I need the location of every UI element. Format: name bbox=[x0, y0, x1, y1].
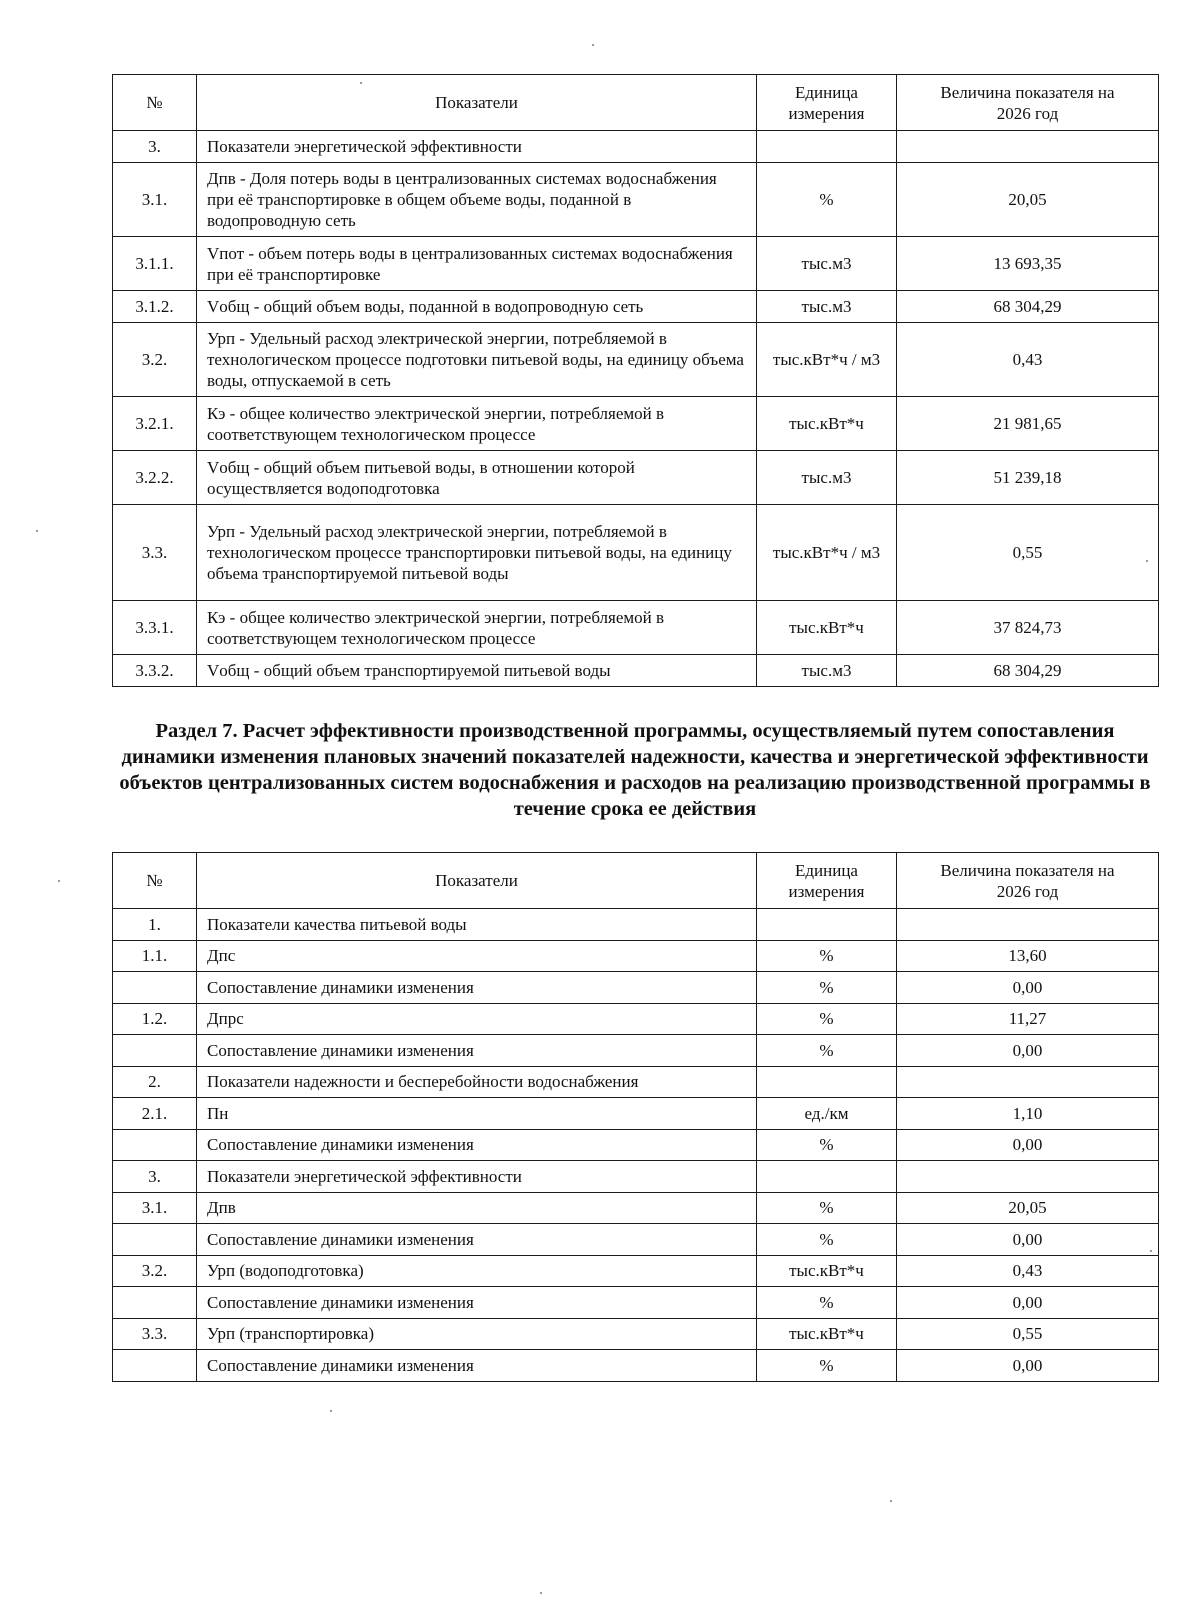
row-indicator: Кэ - общее количество электрической энергии, потребляемой в соответствующем технологическом процессе bbox=[197, 397, 757, 451]
table-row bbox=[113, 1350, 1159, 1382]
scan-speck bbox=[58, 880, 60, 882]
row-unit bbox=[757, 1161, 897, 1193]
row-unit: тыс.м3 bbox=[757, 237, 897, 291]
row-num bbox=[113, 1350, 197, 1382]
header-value: Величина показателя на 2026 год bbox=[897, 853, 1159, 909]
table-row bbox=[113, 1192, 1159, 1224]
row-value: 0,43 bbox=[897, 323, 1159, 397]
row-unit: тыс.м3 bbox=[757, 655, 897, 687]
row-indicator: Дпрс bbox=[197, 1003, 757, 1035]
row-indicator: Vобщ - общий объем транспортируемой питьевой воды bbox=[197, 655, 757, 687]
row-indicator: Урп (водоподготовка) bbox=[197, 1255, 757, 1287]
row-num: 3.1.2. bbox=[113, 291, 197, 323]
row-value: 51 239,18 bbox=[897, 451, 1159, 505]
header-indicator: Показатели bbox=[197, 75, 757, 131]
row-indicator: Урп (транспортировка) bbox=[197, 1318, 757, 1350]
row-value: 13,60 bbox=[897, 940, 1159, 972]
row-unit: % bbox=[757, 163, 897, 237]
row-unit: % bbox=[757, 1192, 897, 1224]
row-value: 11,27 bbox=[897, 1003, 1159, 1035]
row-unit: % bbox=[757, 1287, 897, 1319]
scan-speck bbox=[360, 82, 362, 84]
row-value bbox=[897, 1066, 1159, 1098]
row-indicator: Кэ - общее количество электрической энергии, потребляемой в соответствующем технологическом процессе bbox=[197, 601, 757, 655]
row-value: 68 304,29 bbox=[897, 655, 1159, 687]
row-indicator: Показатели качества питьевой воды bbox=[197, 909, 757, 941]
row-indicator: Дпв - Доля потерь воды в централизованных системах водоснабжения при её транспортировке в общем объеме воды, поданной в водопроводную сеть bbox=[197, 163, 757, 237]
row-value: 0,55 bbox=[897, 505, 1159, 601]
row-num: 3.3.2. bbox=[113, 655, 197, 687]
row-value bbox=[897, 909, 1159, 941]
row-num: 3.2. bbox=[113, 323, 197, 397]
row-value: 0,00 bbox=[897, 1129, 1159, 1161]
row-num: 2.1. bbox=[113, 1098, 197, 1130]
row-unit: % bbox=[757, 1003, 897, 1035]
row-num: 3.2.2. bbox=[113, 451, 197, 505]
row-value: 0,00 bbox=[897, 972, 1159, 1004]
row-value: 68 304,29 bbox=[897, 291, 1159, 323]
table-row bbox=[113, 163, 1159, 237]
row-indicator: Сопоставление динамики изменения bbox=[197, 1129, 757, 1161]
header-indicator: Показатели bbox=[197, 853, 757, 909]
row-num: 3.1. bbox=[113, 1192, 197, 1224]
row-indicator: Дпв bbox=[197, 1192, 757, 1224]
row-indicator: Vобщ - общий объем питьевой воды, в отношении которой осуществляется водоподготовка bbox=[197, 451, 757, 505]
table-row bbox=[113, 909, 1159, 941]
row-indicator: Урп - Удельный расход электрической энергии, потребляемой в технологическом процессе подготовки питьевой воды, на единицу объема воды, отпускаемой в сеть bbox=[197, 323, 757, 397]
row-indicator: Vобщ - общий объем воды, поданной в водопроводную сеть bbox=[197, 291, 757, 323]
table-row bbox=[113, 1066, 1159, 1098]
row-indicator: Сопоставление динамики изменения bbox=[197, 972, 757, 1004]
header-value: Величина показателя на 2026 год bbox=[897, 75, 1159, 131]
row-unit: тыс.кВт*ч bbox=[757, 397, 897, 451]
row-num: 3.2.1. bbox=[113, 397, 197, 451]
table-row bbox=[113, 237, 1159, 291]
table-row bbox=[113, 1161, 1159, 1193]
row-indicator: Сопоставление динамики изменения bbox=[197, 1035, 757, 1067]
row-unit: % bbox=[757, 1350, 897, 1382]
row-unit: % bbox=[757, 1129, 897, 1161]
row-value: 0,00 bbox=[897, 1350, 1159, 1382]
scan-speck bbox=[540, 1592, 542, 1594]
table-row bbox=[113, 323, 1159, 397]
table-row bbox=[113, 1318, 1159, 1350]
row-value: 1,10 bbox=[897, 1098, 1159, 1130]
header-num: № bbox=[113, 75, 197, 131]
row-indicator: Урп - Удельный расход электрической энергии, потребляемой в технологическом процессе транспортировки питьевой воды, на единицу объема транспортируемой питьевой воды bbox=[197, 505, 757, 601]
row-unit: % bbox=[757, 1224, 897, 1256]
table-row bbox=[113, 397, 1159, 451]
row-indicator: Показатели энергетической эффективности bbox=[197, 1161, 757, 1193]
scan-speck bbox=[36, 530, 38, 532]
row-num: 1. bbox=[113, 909, 197, 941]
row-num: 1.2. bbox=[113, 1003, 197, 1035]
row-value: 0,00 bbox=[897, 1035, 1159, 1067]
row-num: 1.1. bbox=[113, 940, 197, 972]
header-unit: Единица измерения bbox=[757, 75, 897, 131]
table-row bbox=[113, 601, 1159, 655]
scan-speck bbox=[592, 44, 594, 46]
header-num: № bbox=[113, 853, 197, 909]
scan-speck bbox=[330, 1410, 332, 1412]
row-num bbox=[113, 972, 197, 1004]
row-indicator: Сопоставление динамики изменения bbox=[197, 1224, 757, 1256]
table-row bbox=[113, 1035, 1159, 1067]
row-indicator: Сопоставление динамики изменения bbox=[197, 1350, 757, 1382]
row-unit: % bbox=[757, 972, 897, 1004]
row-num: 2. bbox=[113, 1066, 197, 1098]
row-unit: тыс.м3 bbox=[757, 291, 897, 323]
row-num: 3.3.1. bbox=[113, 601, 197, 655]
table-row bbox=[113, 940, 1159, 972]
row-num bbox=[113, 1129, 197, 1161]
table-header-row bbox=[113, 75, 1159, 131]
row-unit: тыс.кВт*ч bbox=[757, 1318, 897, 1350]
row-num: 3.2. bbox=[113, 1255, 197, 1287]
row-value: 0,00 bbox=[897, 1287, 1159, 1319]
row-value bbox=[897, 1161, 1159, 1193]
table-row bbox=[113, 451, 1159, 505]
row-num: 3.1.1. bbox=[113, 237, 197, 291]
table-header-row bbox=[113, 853, 1159, 909]
row-value: 20,05 bbox=[897, 163, 1159, 237]
scan-speck bbox=[890, 1500, 892, 1502]
table-row bbox=[113, 131, 1159, 163]
table-row bbox=[113, 1098, 1159, 1130]
row-indicator: Vпот - объем потерь воды в централизованных системах водоснабжения при её транспортировке bbox=[197, 237, 757, 291]
row-num: 3. bbox=[113, 1161, 197, 1193]
row-num bbox=[113, 1287, 197, 1319]
row-value: 20,05 bbox=[897, 1192, 1159, 1224]
row-indicator: Показатели надежности и бесперебойности водоснабжения bbox=[197, 1066, 757, 1098]
indicators-table-efficiency bbox=[112, 852, 1159, 1382]
row-num bbox=[113, 1035, 197, 1067]
row-unit: тыс.кВт*ч bbox=[757, 601, 897, 655]
scan-speck bbox=[1146, 560, 1148, 562]
row-value bbox=[897, 131, 1159, 163]
row-value: 37 824,73 bbox=[897, 601, 1159, 655]
row-unit bbox=[757, 1066, 897, 1098]
row-value: 0,55 bbox=[897, 1318, 1159, 1350]
row-indicator: Показатели энергетической эффективности bbox=[197, 131, 757, 163]
row-unit: тыс.м3 bbox=[757, 451, 897, 505]
section-7-title: Раздел 7. Расчет эффективности производственной программы, осуществляемый путем сопоставления динамики изменения плановых значений показателей надежности, качества и энергетической эффективности объектов централизованных систем водоснабжения и расходов на реализацию производственной программы в течение срока ее действия bbox=[119, 720, 1151, 820]
scan-speck bbox=[1150, 1250, 1152, 1252]
table-row bbox=[113, 291, 1159, 323]
row-num: 3. bbox=[113, 131, 197, 163]
table-row bbox=[113, 1255, 1159, 1287]
table-row bbox=[113, 505, 1159, 601]
row-num: 3.3. bbox=[113, 505, 197, 601]
row-num: 3.1. bbox=[113, 163, 197, 237]
row-unit: тыс.кВт*ч / м3 bbox=[757, 505, 897, 601]
table-row bbox=[113, 1287, 1159, 1319]
row-unit: % bbox=[757, 1035, 897, 1067]
header-unit: Единица измерения bbox=[757, 853, 897, 909]
row-indicator: Сопоставление динамики изменения bbox=[197, 1287, 757, 1319]
row-unit bbox=[757, 909, 897, 941]
table-row bbox=[113, 972, 1159, 1004]
row-num: 3.3. bbox=[113, 1318, 197, 1350]
row-value: 21 981,65 bbox=[897, 397, 1159, 451]
row-unit: тыс.кВт*ч / м3 bbox=[757, 323, 897, 397]
table-row bbox=[113, 655, 1159, 687]
row-value: 0,00 bbox=[897, 1224, 1159, 1256]
row-indicator: Дпс bbox=[197, 940, 757, 972]
table-row bbox=[113, 1129, 1159, 1161]
row-unit bbox=[757, 131, 897, 163]
row-num bbox=[113, 1224, 197, 1256]
table-row bbox=[113, 1003, 1159, 1035]
row-value: 13 693,35 bbox=[897, 237, 1159, 291]
row-value: 0,43 bbox=[897, 1255, 1159, 1287]
row-unit: % bbox=[757, 940, 897, 972]
table-row bbox=[113, 1224, 1159, 1256]
indicators-table-energy bbox=[112, 74, 1159, 687]
row-unit: тыс.кВт*ч bbox=[757, 1255, 897, 1287]
row-indicator: Пн bbox=[197, 1098, 757, 1130]
row-unit: ед./км bbox=[757, 1098, 897, 1130]
